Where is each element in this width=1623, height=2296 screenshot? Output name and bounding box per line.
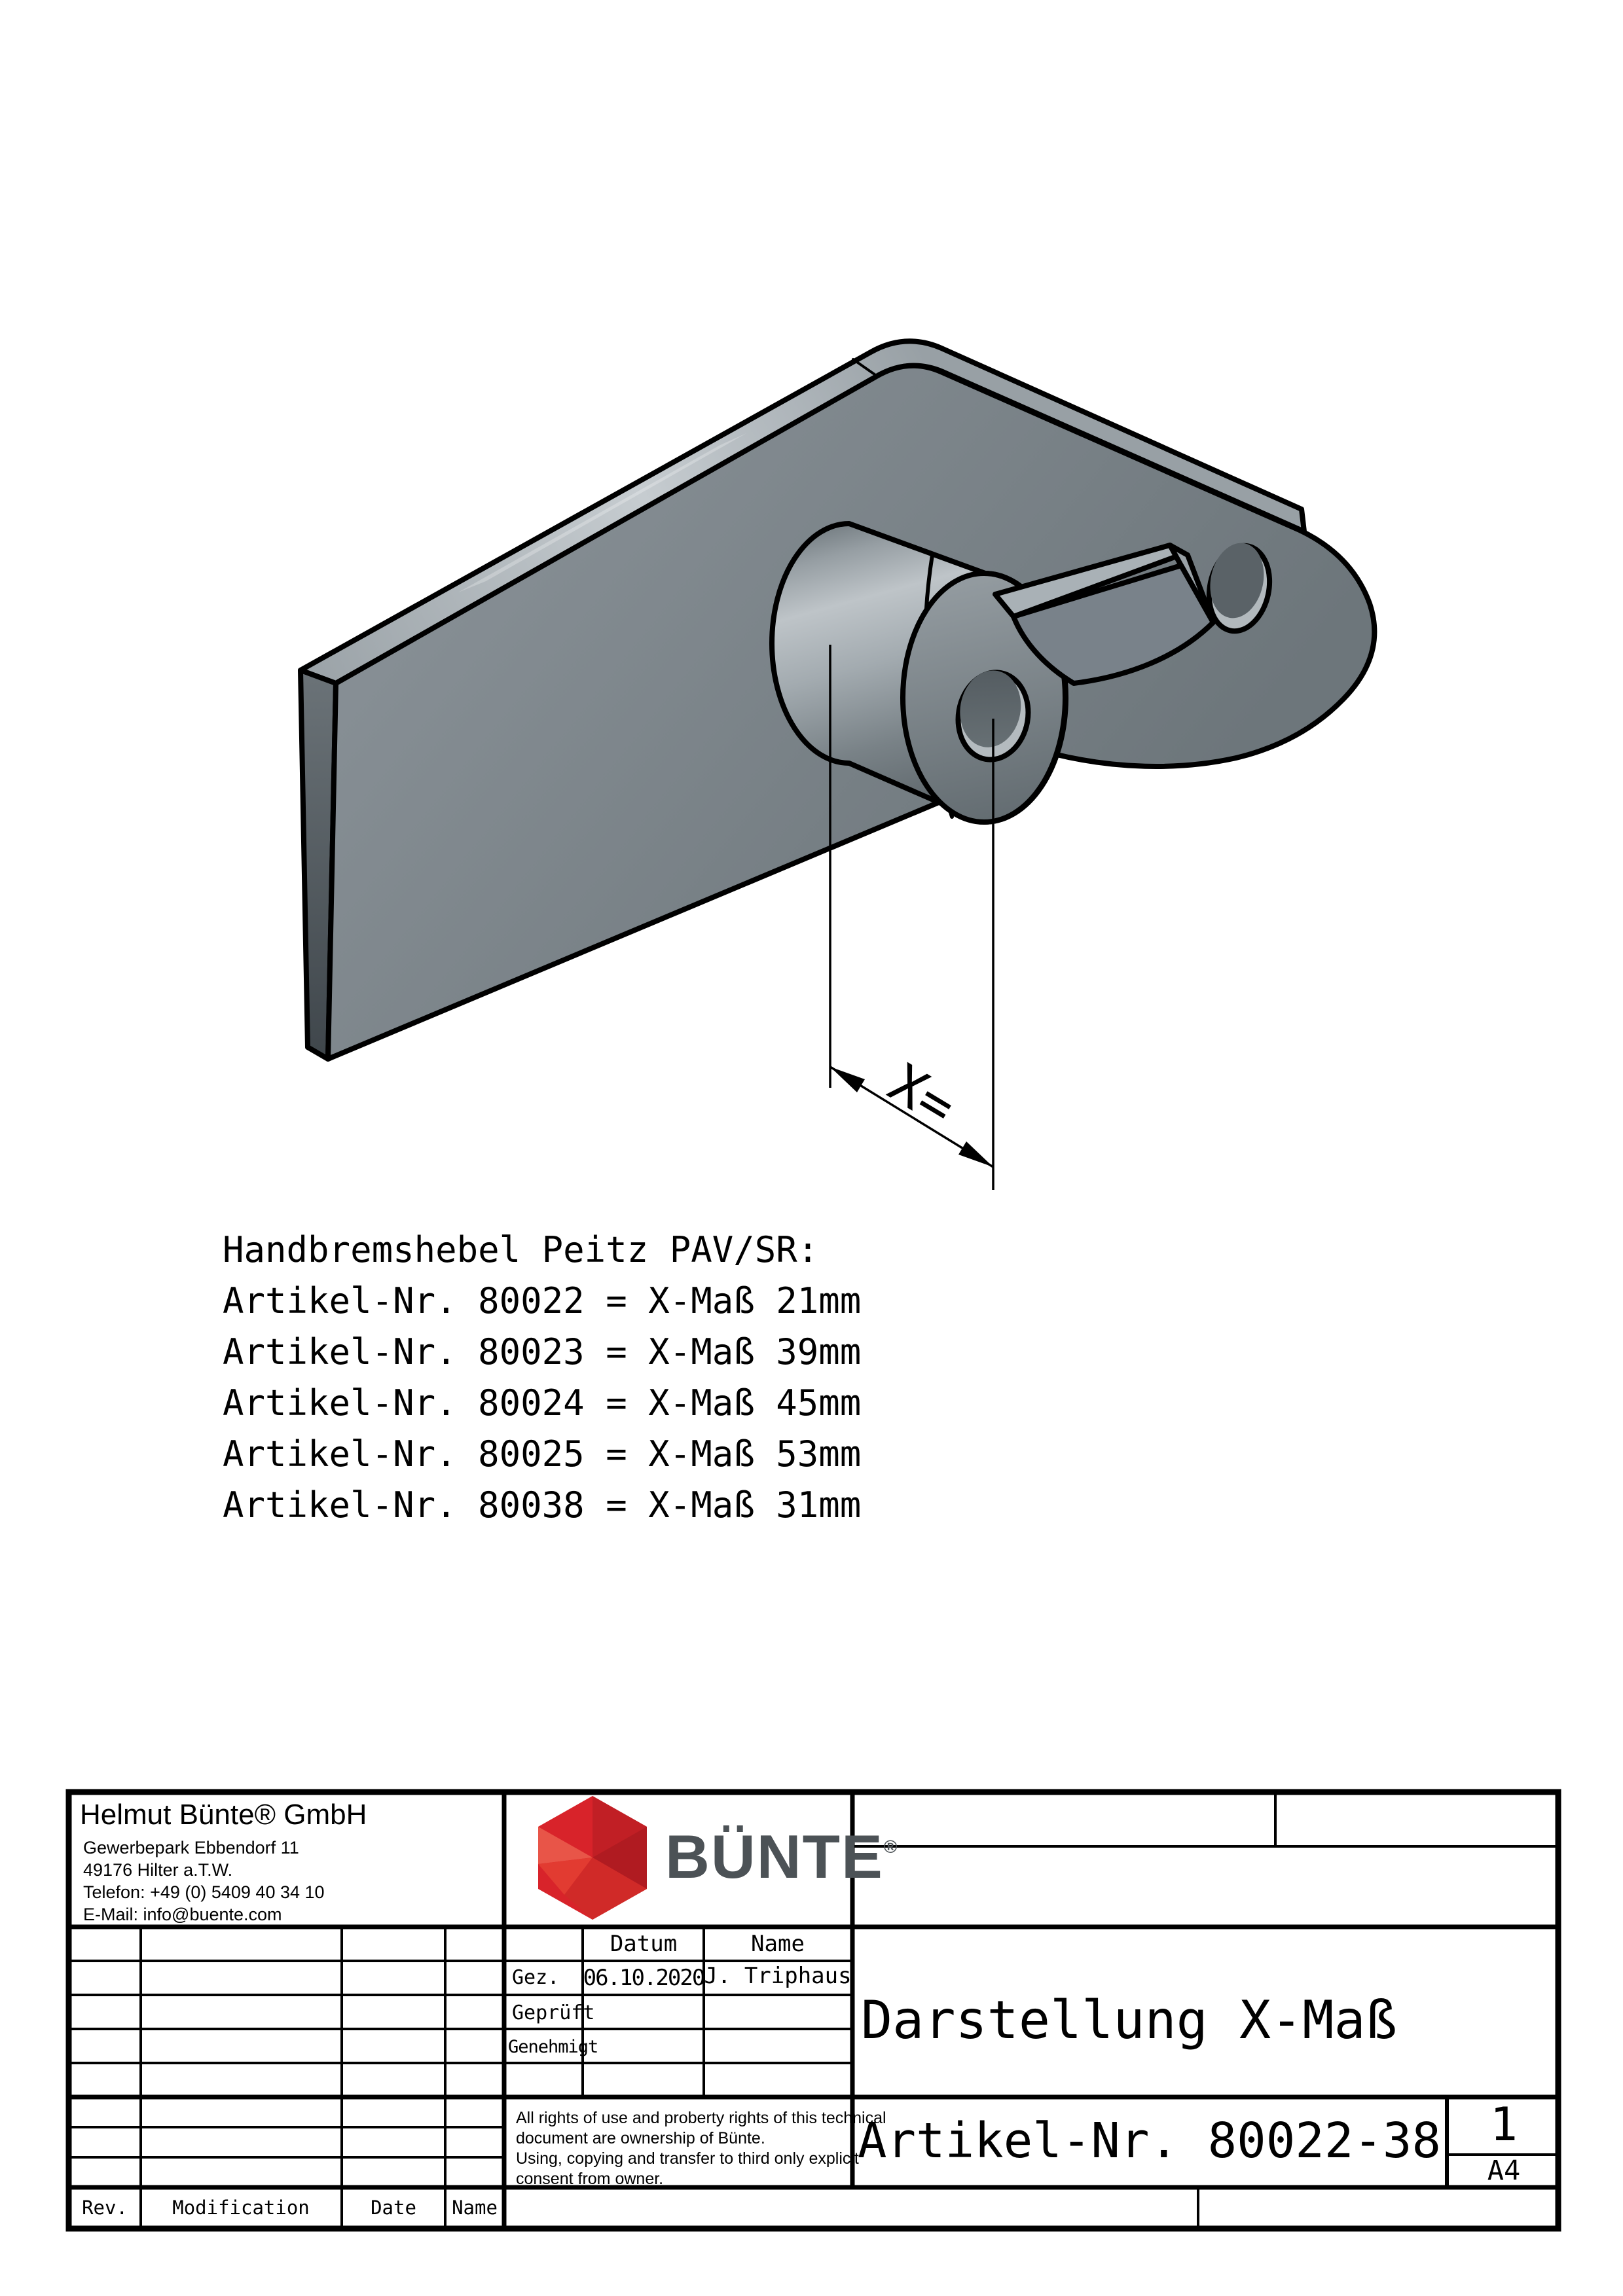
gez-name: J. Triphaus — [704, 1963, 852, 1989]
info-item: Artikel-Nr. 80023 = X-Maß 39mm — [223, 1331, 862, 1372]
gez-date: 06.10.2020 — [583, 1965, 704, 1991]
row-label-gez: Gez. — [512, 1966, 560, 1989]
disclaimer-line: document are ownership of Bünte. — [516, 2129, 765, 2147]
bracket-part — [301, 341, 1374, 1059]
company-address-line: Telefon: +49 (0) 5409 40 34 10 — [83, 1882, 325, 1902]
company-name: Helmut Bünte® GmbH — [80, 1799, 367, 1831]
disclaimer-line: Using, copying and transfer to third only explicit — [516, 2149, 859, 2168]
article-number: Artikel-Nr. 80022-38 — [858, 2113, 1442, 2169]
info-item: Artikel-Nr. 80022 = X-Maß 21mm — [223, 1280, 862, 1321]
logo-wordmark — [665, 1821, 897, 1892]
row-label-genehmigt: Genehmigt — [508, 2037, 598, 2057]
col-header-datum: Datum — [610, 1931, 678, 1957]
row-label-geprueft: Geprüft — [512, 2001, 595, 2024]
info-item: Artikel-Nr. 80024 = X-Maß 45mm — [223, 1382, 862, 1424]
info-title: Handbremshebel Peitz PAV/SR: — [223, 1229, 819, 1270]
disclaimer-line: consent from owner. — [516, 2170, 664, 2188]
logo-wordmark-text: BÜNTE — [665, 1822, 884, 1891]
registered-mark: ® — [883, 1837, 898, 1857]
drawing-title: Darstellung X-Maß — [861, 1990, 1397, 2051]
info-item: Artikel-Nr. 80025 = X-Maß 53mm — [223, 1433, 862, 1475]
col-header-name: Name — [751, 1931, 805, 1957]
disclaimer-line: All rights of use and proberty rights of this technical — [516, 2109, 886, 2127]
company-address-line: Gewerbepark Ebbendorf 11 — [83, 1838, 299, 1857]
sheet-number: 1 — [1489, 2098, 1518, 2151]
paper-size: A4 — [1487, 2154, 1521, 2187]
logo-hexagon-icon — [538, 1796, 647, 1920]
company-address-line: 49176 Hilter a.T.W. — [83, 1860, 233, 1880]
info-item: Artikel-Nr. 80038 = X-Maß 31mm — [223, 1484, 862, 1526]
arrowhead-left — [830, 1067, 865, 1092]
name-label: Name — [452, 2197, 498, 2219]
modification-label: Modification — [172, 2197, 310, 2219]
company-address-line: E-Mail: info@buente.com — [83, 1905, 282, 1924]
arrowhead-right — [958, 1141, 993, 1167]
rev-label: Rev. — [82, 2197, 128, 2219]
dimension-label: X= — [878, 1052, 966, 1139]
date-label: Date — [371, 2197, 416, 2219]
